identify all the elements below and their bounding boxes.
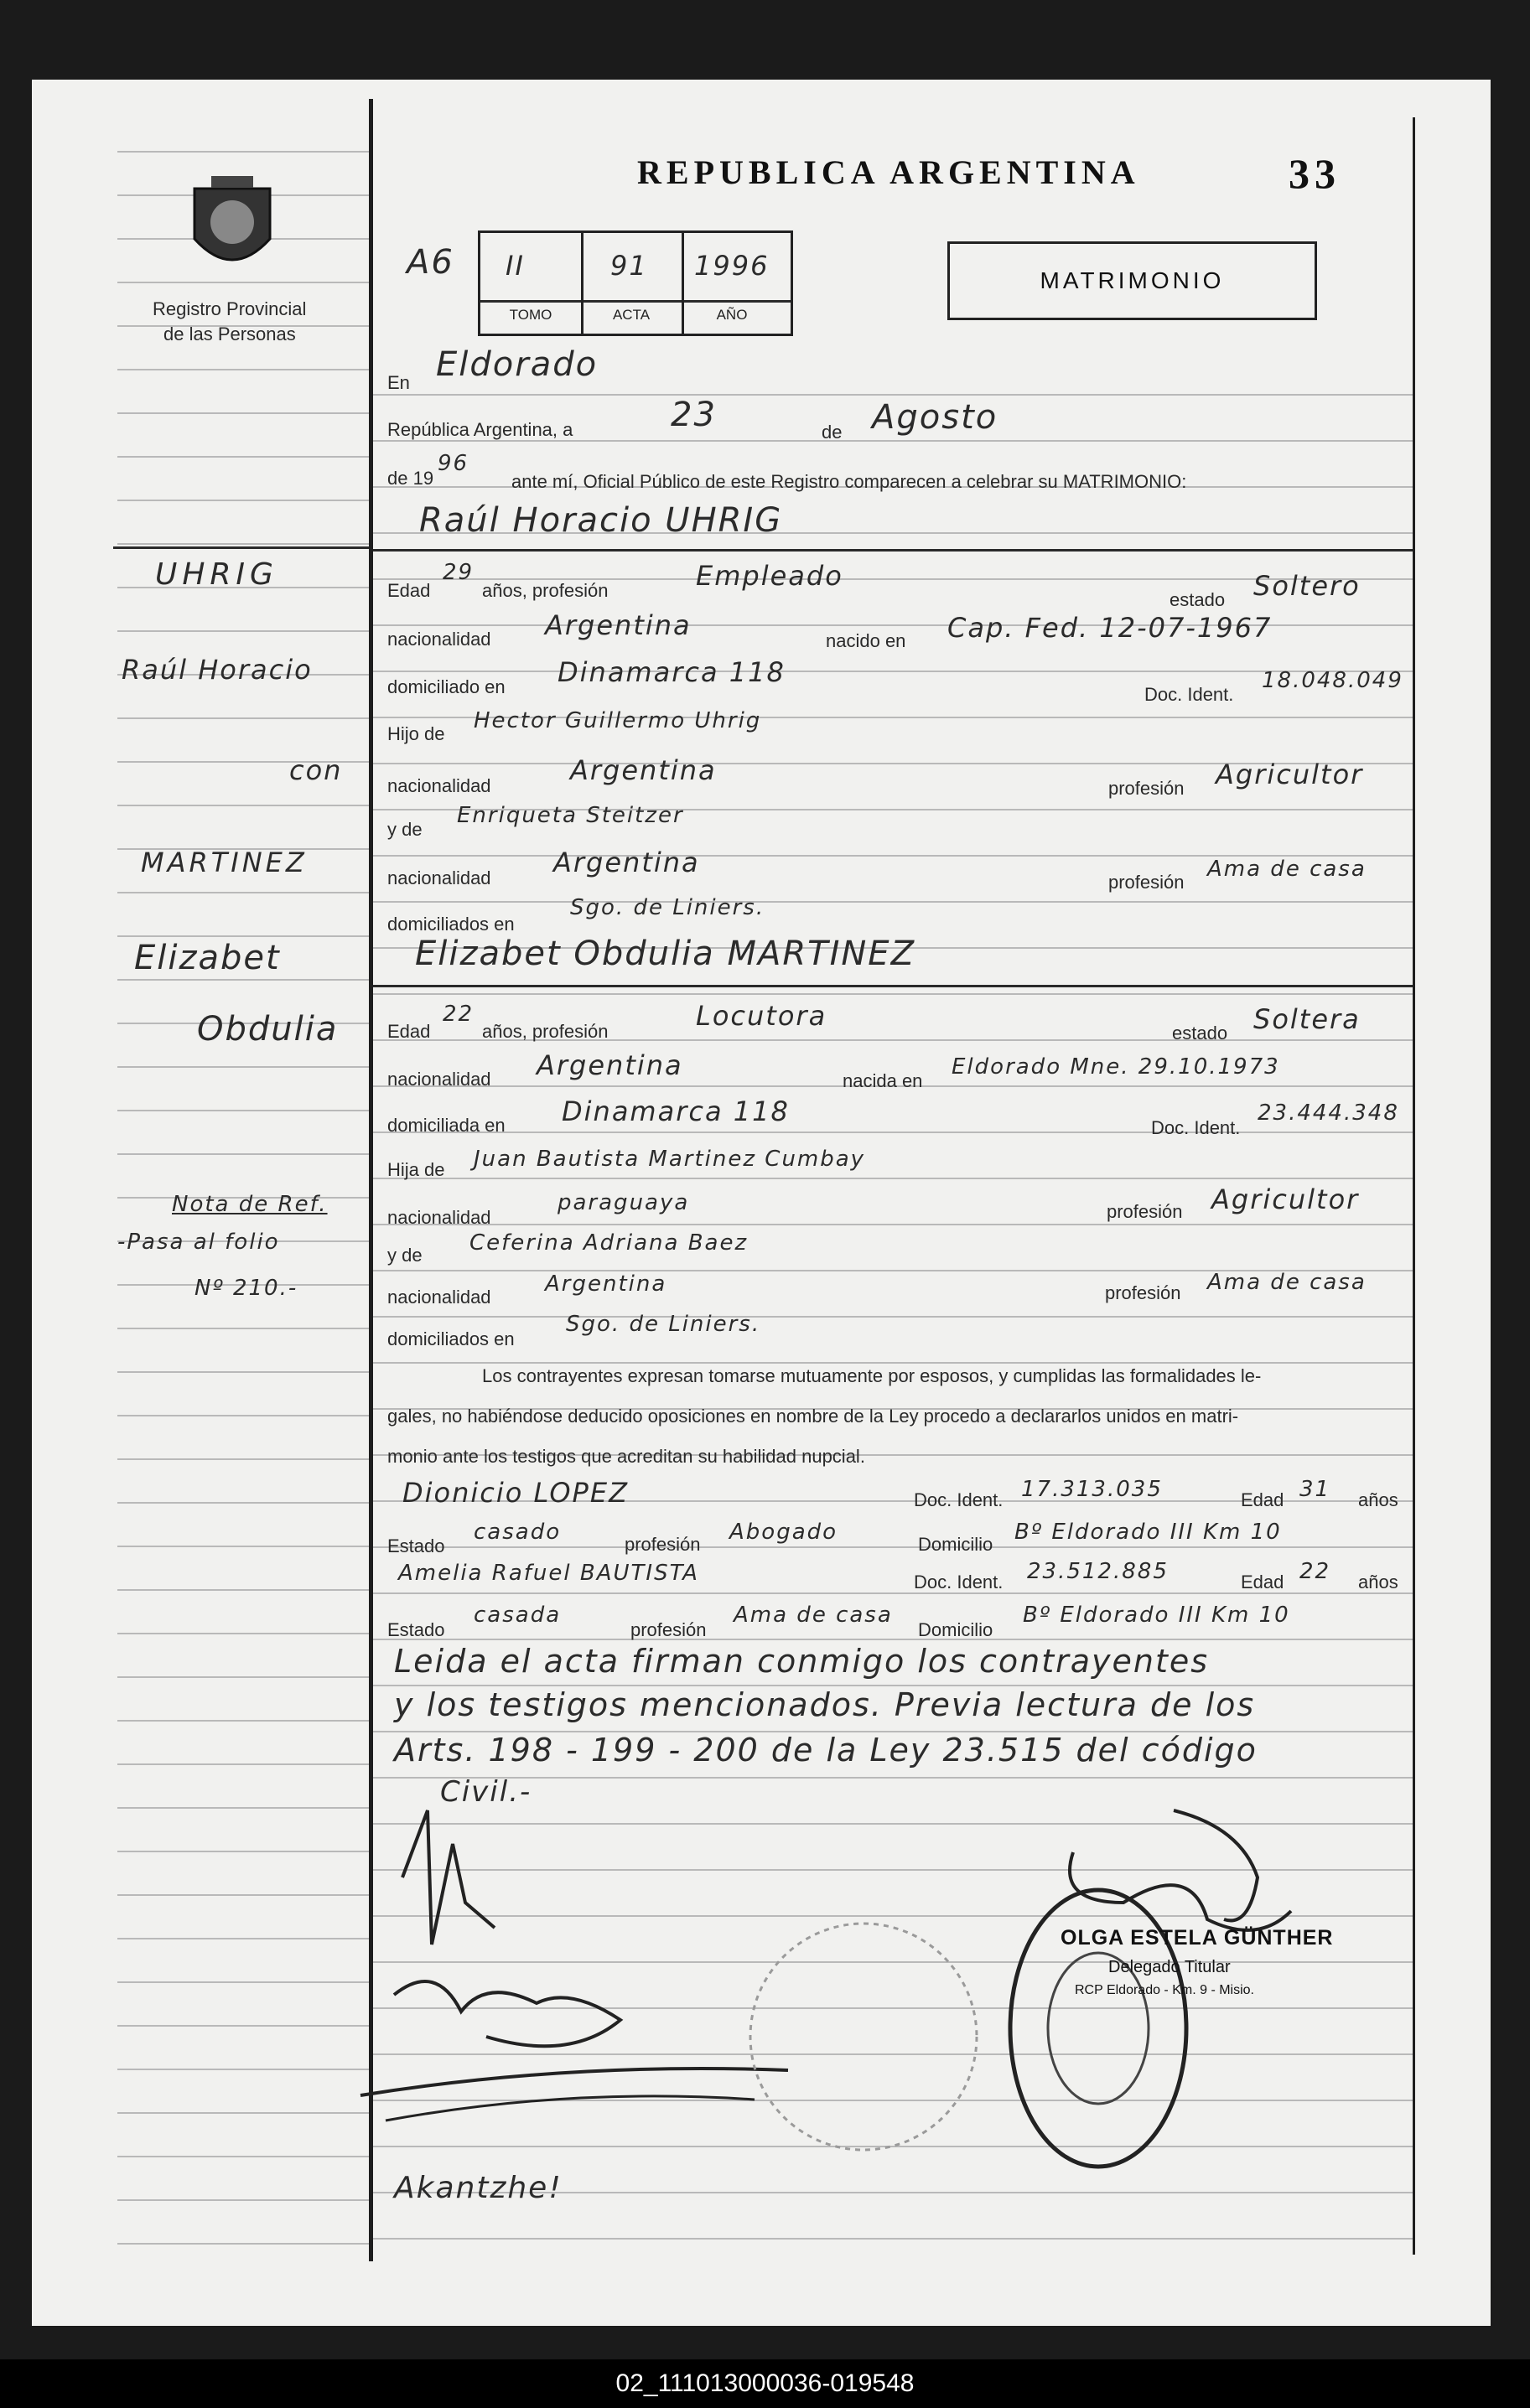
groom-hijo-label: Hijo de [387, 723, 445, 744]
closing-line2: y los testigos mencionados. Previa lectura de los [394, 1686, 1256, 1723]
right-border [1413, 117, 1415, 2255]
witness1-prof: Abogado [729, 1520, 838, 1545]
groom-nac-label: nacionalidad [387, 629, 491, 650]
groom-padres-dom-label: domiciliados en [387, 914, 515, 935]
groom-doc: 18.048.049 [1262, 668, 1403, 693]
ruled-line [373, 1224, 1413, 1225]
anio-value: 1996 [694, 250, 770, 282]
ruled-line [373, 901, 1413, 903]
legal-line3: monio ante los testigos que acreditan su habilidad nupcial. [387, 1446, 865, 1467]
ruled-line [117, 1328, 369, 1329]
bride-padres-dom-label: domiciliados en [387, 1328, 515, 1349]
country-title: REPUBLICA ARGENTINA [637, 153, 1140, 191]
ruled-line [117, 1546, 369, 1547]
witness2-dom-label: Domicilio [918, 1619, 993, 1640]
ruled-line [117, 1589, 369, 1591]
bride-doc-label: Doc. Ident. [1151, 1117, 1241, 1138]
ruled-line [117, 805, 369, 806]
witness2-name: Amelia Rafuel BAUTISTA [398, 1561, 699, 1586]
ruled-line [117, 500, 369, 501]
groom-fullname: Raúl Horacio UHRIG [419, 501, 783, 540]
ruled-line [117, 1720, 369, 1722]
bride-edad-label: Edad [387, 1021, 431, 1042]
groom-padre-nac: Argentina [570, 754, 717, 786]
bride-madre: Ceferina Adriana Baez [469, 1230, 749, 1256]
groom-doc-label: Doc. Ident. [1144, 684, 1234, 705]
groom-profesion: Empleado [696, 560, 843, 592]
en-label: En [387, 372, 410, 393]
year-suffix: 96 [438, 451, 469, 476]
groom-madre-prof-label: profesión [1108, 872, 1185, 893]
bride-estado-label: estado [1172, 1023, 1228, 1043]
groom-padre-nac-label: nacionalidad [387, 775, 491, 796]
ruled-line [117, 1763, 369, 1765]
witness2-edad-label: Edad [1241, 1572, 1284, 1592]
groom-estado: Soltero [1253, 570, 1361, 602]
bride-profesion: Locutora [696, 1000, 827, 1032]
margin-signature: Akantzhe! [394, 2171, 563, 2205]
day: 23 [671, 396, 717, 434]
ruled-line [117, 543, 369, 545]
groom-madre-nac-label: nacionalidad [387, 867, 491, 888]
margin-groom-surname: UHRIG [155, 557, 278, 592]
bride-madre-prof: Ama de casa [1207, 1270, 1367, 1295]
section-divider [373, 985, 1413, 987]
official-name: OLGA ESTELA GÜNTHER [1061, 1926, 1334, 1950]
groom-anos-label: años, profesión [482, 580, 609, 601]
bride-padre-prof-label: profesión [1107, 1201, 1183, 1222]
bride-padre: Juan Bautista Martinez Cumbay [474, 1147, 866, 1172]
act-type-box [947, 241, 1317, 320]
groom-estado-label: estado [1170, 589, 1226, 610]
groom-padre-prof-label: profesión [1108, 778, 1185, 799]
bride-nacida: Eldorado Mne. 29.10.1973 [952, 1054, 1280, 1080]
acta-label: ACTA [612, 307, 651, 323]
margin-note1: Nota de Ref. [172, 1192, 328, 1217]
witness1-estado: casado [474, 1520, 562, 1545]
groom-edad: 29 [443, 560, 475, 585]
month: Agosto [872, 398, 998, 437]
bride-dom-label: domiciliada en [387, 1115, 506, 1136]
bride-nacida-label: nacida en [843, 1070, 923, 1091]
witness2-estado-label: Estado [387, 1619, 445, 1640]
ruled-line [117, 369, 369, 370]
groom-madre-nac: Argentina [553, 847, 700, 878]
bride-padres-dom: Sgo. de Liniers. [566, 1312, 761, 1337]
witness2-dom: Bº Eldorado III Km 10 [1023, 1603, 1290, 1628]
tomo-acta-table [478, 230, 793, 336]
closing-line1: Leida el acta firman conmigo los contrayentes [394, 1643, 1210, 1680]
legal-line1: Los contrayentes expresan tomarse mutuamente por esposos, y cumplidas las formalidades le- [482, 1365, 1262, 1386]
groom-dom-label: domiciliado en [387, 676, 506, 697]
bride-yde-label: y de [387, 1245, 423, 1266]
intro-text: ante mí, Oficial Público de este Registro comparecen a celebrar su MATRIMONIO: [511, 471, 1187, 492]
groom-edad-label: Edad [387, 580, 431, 601]
margin-bride-names2: Obdulia [197, 1010, 339, 1049]
act-prefix: A6 [407, 243, 454, 282]
bride-edad: 22 [443, 1002, 475, 1027]
bride-hija-label: Hija de [387, 1159, 445, 1180]
ruled-line [117, 1415, 369, 1416]
official-title: Delegado Titular [1108, 1958, 1231, 1976]
closing-line4: Civil.- [440, 1775, 532, 1809]
bride-madre-nac: Argentina [545, 1271, 667, 1297]
closing-line3: Arts. 198 - 199 - 200 de la Ley 23.515 del código [394, 1732, 1258, 1768]
ruled-line [373, 394, 1413, 396]
witness1-estado-label: Estado [387, 1535, 445, 1556]
ruled-line [117, 1153, 369, 1155]
witness2-estado: casada [474, 1603, 562, 1628]
ruled-line [373, 1639, 1413, 1640]
groom-yde-label: y de [387, 819, 423, 840]
bride-nac-label: nacionalidad [387, 1069, 491, 1090]
place: Eldorado [436, 345, 599, 384]
witness1-edad: 31 [1299, 1477, 1331, 1502]
bride-estado: Soltera [1253, 1003, 1361, 1035]
ruled-line [117, 1676, 369, 1678]
bride-domicilio: Dinamarca 118 [562, 1095, 790, 1127]
republica-label: República Argentina, a [387, 419, 573, 440]
tomo-label: TOMO [509, 307, 552, 323]
ruled-line [117, 1066, 369, 1068]
ruled-line [117, 1502, 369, 1504]
ruled-line [373, 1178, 1413, 1179]
acta-value: 91 [610, 250, 648, 282]
groom-padre: Hector Guillermo Uhrig [474, 708, 762, 733]
bride-anos-label: años, profesión [482, 1021, 609, 1042]
groom-domicilio: Dinamarca 118 [558, 656, 786, 688]
margin-bride-surname: MARTINEZ [141, 847, 308, 878]
witness1-edad-label: Edad [1241, 1489, 1284, 1510]
witness1-prof-label: profesión [625, 1534, 701, 1555]
seal-icon [186, 172, 278, 281]
witness2-prof: Ama de casa [734, 1603, 893, 1628]
groom-nacido: Cap. Fed. 12-07-1967 [947, 612, 1273, 644]
scan-reference: 02_111013000036-019548 [0, 2359, 1530, 2408]
witness1-name: Dionicio LOPEZ [402, 1477, 629, 1509]
bride-padre-prof: Agricultor [1211, 1183, 1360, 1215]
act-type: MATRIMONIO [1040, 267, 1225, 293]
witness1-dom-label: Domicilio [918, 1534, 993, 1555]
witness2-edad: 22 [1299, 1559, 1331, 1584]
witness2-anos-label: años [1358, 1572, 1398, 1592]
witness1-dom: Bº Eldorado III Km 10 [1014, 1520, 1282, 1545]
ruled-line [117, 892, 369, 893]
witness1-doc: 17.313.035 [1021, 1477, 1163, 1502]
bride-padre-nac-label: nacionalidad [387, 1207, 491, 1228]
ruled-line [117, 282, 369, 283]
margin-con: con [289, 754, 343, 786]
ruled-line [373, 993, 1413, 995]
bride-madre-nac-label: nacionalidad [387, 1287, 491, 1308]
registry-line1: Registro Provincial [153, 298, 307, 319]
witness2-doc: 23.512.885 [1027, 1559, 1169, 1584]
witness1-anos-label: años [1358, 1489, 1398, 1510]
margin-bride-names1: Elizabet [134, 939, 281, 977]
ruled-line [373, 1546, 1413, 1548]
tomo-value: II [506, 250, 525, 282]
page-number: 33 [1289, 150, 1341, 197]
ruled-line [117, 456, 369, 458]
ruled-line [117, 717, 369, 719]
ruled-line [373, 1316, 1413, 1318]
margin-divider-line [113, 546, 369, 549]
groom-madre-prof: Ama de casa [1207, 857, 1367, 882]
ruled-line [117, 1458, 369, 1460]
witness2-doc-label: Doc. Ident. [914, 1572, 1004, 1592]
ruled-line [117, 1633, 369, 1634]
ruled-line [117, 935, 369, 937]
ruled-line [117, 1371, 369, 1373]
ruled-line [117, 630, 369, 632]
ruled-line [117, 412, 369, 414]
registry-line2: de las Personas [163, 324, 296, 344]
official-office: RCP Eldorado - Km. 9 - Misio. [1075, 1983, 1254, 1997]
province-seal [186, 172, 278, 281]
ruled-line [117, 151, 369, 153]
bride-nacionalidad: Argentina [537, 1049, 683, 1081]
ruled-line [373, 671, 1413, 672]
margin-note2: -Pasa al folio [117, 1230, 280, 1255]
bride-fullname: Elizabet Obdulia MARTINEZ [415, 935, 915, 973]
bride-doc: 23.444.348 [1258, 1100, 1399, 1126]
witness2-prof-label: profesión [630, 1619, 707, 1640]
de-label: de [822, 422, 843, 443]
year-prefix: de 19 [387, 468, 434, 489]
section-divider [373, 549, 1413, 552]
groom-padre-prof: Agricultor [1216, 759, 1364, 790]
groom-nacido-label: nacido en [826, 630, 906, 651]
legal-line2: gales, no habiéndose deducido oposiciones en nombre de la Ley procedo a declararlos unidos en matri- [387, 1406, 1239, 1427]
anio-label: AÑO [716, 307, 748, 323]
ruled-line [117, 1110, 369, 1111]
groom-padres-dom: Sgo. de Liniers. [570, 895, 765, 920]
groom-nacionalidad: Argentina [545, 609, 692, 641]
bride-padre-nac: paraguaya [558, 1190, 690, 1215]
groom-madre: Enriqueta Steitzer [457, 803, 684, 828]
margin-note3: Nº 210.- [194, 1276, 298, 1301]
bride-madre-prof-label: profesión [1105, 1282, 1181, 1303]
ruled-line [373, 1132, 1413, 1133]
margin-groom-names: Raúl Horacio [122, 654, 313, 686]
witness1-doc-label: Doc. Ident. [914, 1489, 1004, 1510]
ruled-line [117, 979, 369, 981]
